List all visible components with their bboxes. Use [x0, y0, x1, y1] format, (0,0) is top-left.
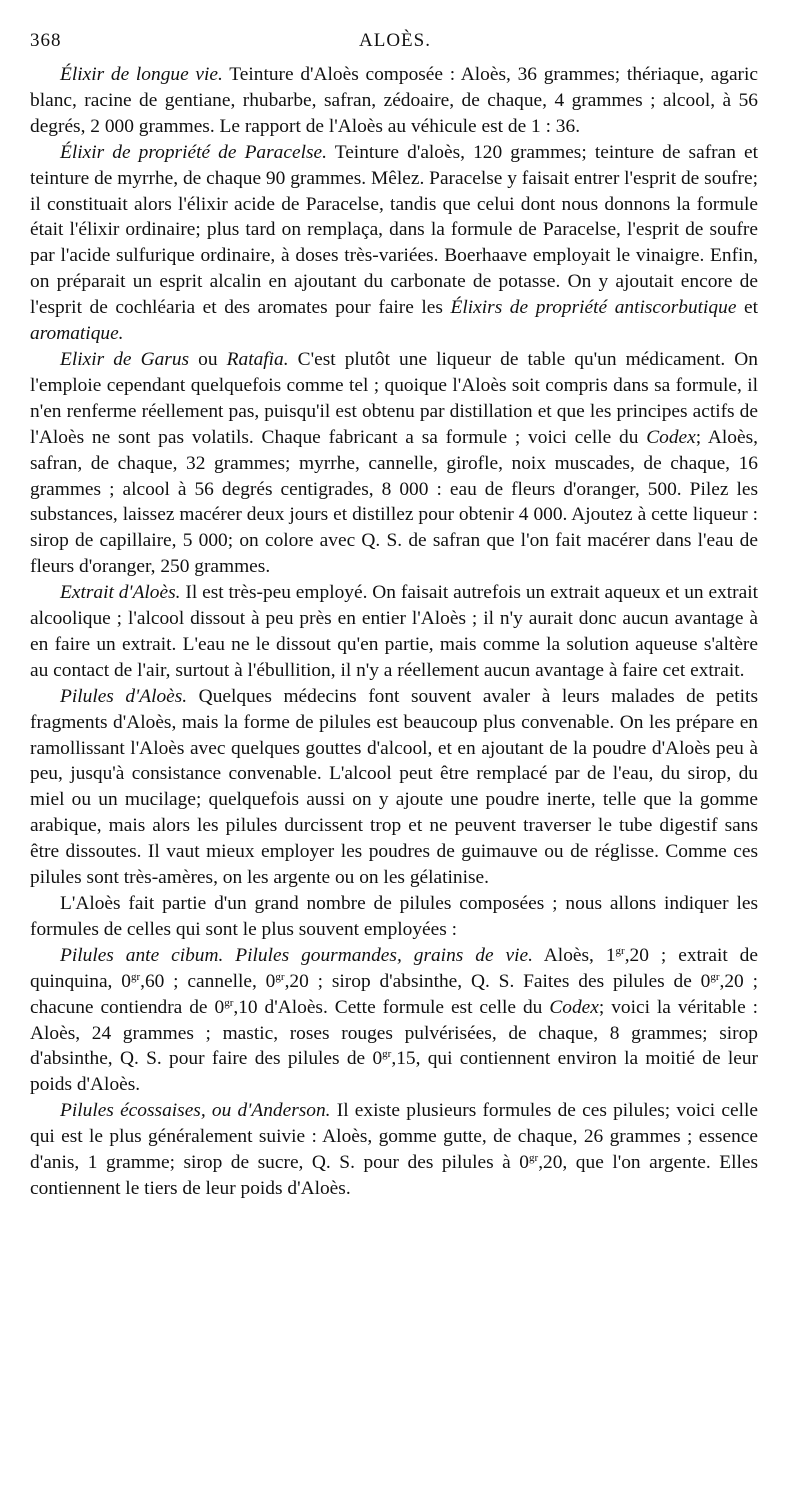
text-run: L'Aloès fait partie d'un grand nombre de pilules composées ; nous allons indiquer les formules de celles qui sont le plus souvent employées : — [30, 893, 758, 940]
page-body — [30, 62, 758, 1202]
italic-run: Extrait d'Aloès. — [60, 582, 181, 604]
text-run: Il existe plusieurs formules de ces pilules; voici celle qui est le plus généralement suivie : Aloès, gomme gutte, de chaque, 26 grammes ; essence d'anis, 1 gramme; sirop de sucre, Q. S. pour des pilules à 0 — [30, 1100, 758, 1174]
italic-run: Pilules d'Aloès. — [60, 685, 188, 707]
text-run: Il est très-peu employé. On faisait autrefois un extrait aqueux et un extrait alcoolique ; l'alcool dissout à peu près en entier l'Aloès ; il n'y aurait donc aucun avantage à en faire un extrait. L'eau ne le dissout qu'en partie, mais comme la solution aqueuse s'altère au contact de l'air, surtout à l'ébullition, il n'y a réellement aucun avantage à faire cet extrait. — [30, 582, 758, 681]
page-header — [30, 30, 760, 60]
text-run: ou — [189, 348, 227, 370]
text-run: Teinture d'Aloès composée : Aloès, 36 grammes; thériaque, agaric blanc, racine de gentiane, rhubarbe, safran, zédoaire, de chaque, 4 grammes ; alcool, à 56 degrés, 2 000 grammes. Le rapport de l'Aloès au véhicule est de 1 : 36. — [30, 64, 759, 137]
text-run: ,60 ; cannelle, 0 — [140, 970, 276, 992]
paragraph-elixir-garus — [30, 347, 758, 580]
page-number: 368 — [30, 30, 62, 51]
italic-run: Ratafia. — [226, 348, 289, 370]
superscript-run: gr — [382, 1048, 392, 1061]
paragraph-pilules-ante-cibum — [30, 943, 758, 1098]
italic-run: Pilules écossaises, ou d'Anderson. — [60, 1100, 331, 1122]
italic-run: Codex — [549, 996, 599, 1018]
text-run: C'est plutôt une liqueur de table qu'un médicament. On l'emploie cependant quelquefois comme tel ; quoique l'Aloès soit compris dans sa formule, il n'en renferme réellement pas, puisqu'il est obtenu par distillation et que les principes actifs de l'Aloès ne sont pas volatils. Chaque fabricant a sa formule ; voici celle du — [30, 348, 758, 448]
text-run: et — [736, 297, 759, 319]
superscript-run: gr — [615, 944, 625, 957]
paragraph-pilules-composees — [30, 891, 758, 943]
text-run: ,20, que l'on argente. Elles contiennent le tiers de leur poids d'Aloès. — [30, 1152, 758, 1199]
italic-run: Pilules ante cibum. Pilules gourmandes, grains de vie. — [60, 944, 533, 966]
text-run: Aloès, 1 — [532, 944, 616, 966]
paragraph-extrait-aloes — [30, 580, 758, 684]
superscript-run: gr — [710, 970, 720, 983]
superscript-run: gr — [529, 1152, 539, 1165]
italic-run: Élixir de longue vie. — [60, 64, 223, 85]
text-run: ; voici la véritable : Aloès, 24 grammes ; mastic, roses rouges pulvérisées, de chaque, 8 grammes; sirop d'absinthe, Q. S. pour faire des pilules de 0 — [30, 996, 759, 1070]
italic-run: aromatique. — [30, 323, 124, 345]
italic-run: Élixirs de propriété antiscorbutique — [450, 297, 737, 319]
superscript-run: gr — [130, 970, 141, 983]
paragraph-pilules-aloes — [30, 684, 758, 891]
paragraph-elixir-longue-vie — [30, 62, 758, 140]
superscript-run: gr — [224, 996, 234, 1009]
paragraph-pilules-ecossaises — [30, 1098, 758, 1202]
text-run: ,20 ; sirop d'absinthe, Q. S. Faites des pilules de 0 — [284, 970, 711, 992]
italic-run: Élixir de propriété de Paracelse. — [60, 141, 327, 163]
text-run: ,20 ; chacune contiendra de 0 — [30, 970, 758, 1018]
text-run: ,20 ; extrait de quinquina, 0 — [30, 944, 758, 992]
italic-run: Elixir de Garus — [60, 348, 190, 370]
text-run: ,15, qui contiennent environ la moitié de leur poids d'Aloès. — [30, 1048, 758, 1096]
paragraph-elixir-paracelse — [30, 140, 758, 347]
text-run: ; Aloès, safran, de chaque, 32 grammes; myrrhe, cannelle, girofle, noix muscades, de chaque, 16 grammes ; alcool à 56 degrés centigrades, 8 000 : eau de fleurs d'oranger, 500. Pilez les substances, laissez macérer deux jours et distillez pour obtenir 4 000. Ajoutez à cette liqueur : sirop de capillaire, 5 000; on colore avec Q. S. de safran que l'on fait macérer dans l'eau de fleurs d'oranger, 250 grammes. — [30, 426, 758, 578]
running-title: ALOÈS. — [359, 30, 431, 51]
superscript-run: gr — [275, 970, 285, 983]
text-run: Teinture d'aloès, 120 grammes; teinture de safran et teinture de myrrhe, de chaque 90 grammes. Mêlez. Paracelse y faisait entrer l'esprit de soufre; il constituait alors l'élixir acide de Paracelse, tandis que celui dont nous donnons la formule était l'élixir ordinaire; plus tard on remplaça, dans la formule de Paracelse, l'esprit de soufre par l'acide sulfurique ordinaire, à doses très-variées. Boerhaave employait le vinaigre. Enfin, on préparait un esprit alcalin en ajoutant du carbonate de potasse. On y ajoutait encore de l'esprit de cochléaria et des aromates pour faire les — [30, 141, 758, 319]
italic-run: Codex — [646, 426, 696, 448]
text-run: ,10 d'Aloès. Cette formule est celle du — [233, 996, 550, 1018]
text-run: Quelques médecins font souvent avaler à leurs malades de petits fragments d'Aloès, mais la forme de pilules est beaucoup plus convenable. On les prépare en ramollissant l'Aloès avec quelques gouttes d'alcool, et en ajoutant de la poudre d'Aloès peu à peu, jusqu'à consistance convenable. L'alcool peut être remplacé par de l'eau, du sirop, du miel ou un mucilage; quelquefois aussi on y ajoute une poudre inerte, telle que la gomme arabique, mais alors les pilules durcissent trop et ne peuvent traverser le tube digestif sans être dissoutes. Il vaut mieux employer les poudres de guimauve ou de réglisse. Comme ces pilules sont très-amères, on les argente ou on les gélatinise. — [30, 685, 758, 889]
